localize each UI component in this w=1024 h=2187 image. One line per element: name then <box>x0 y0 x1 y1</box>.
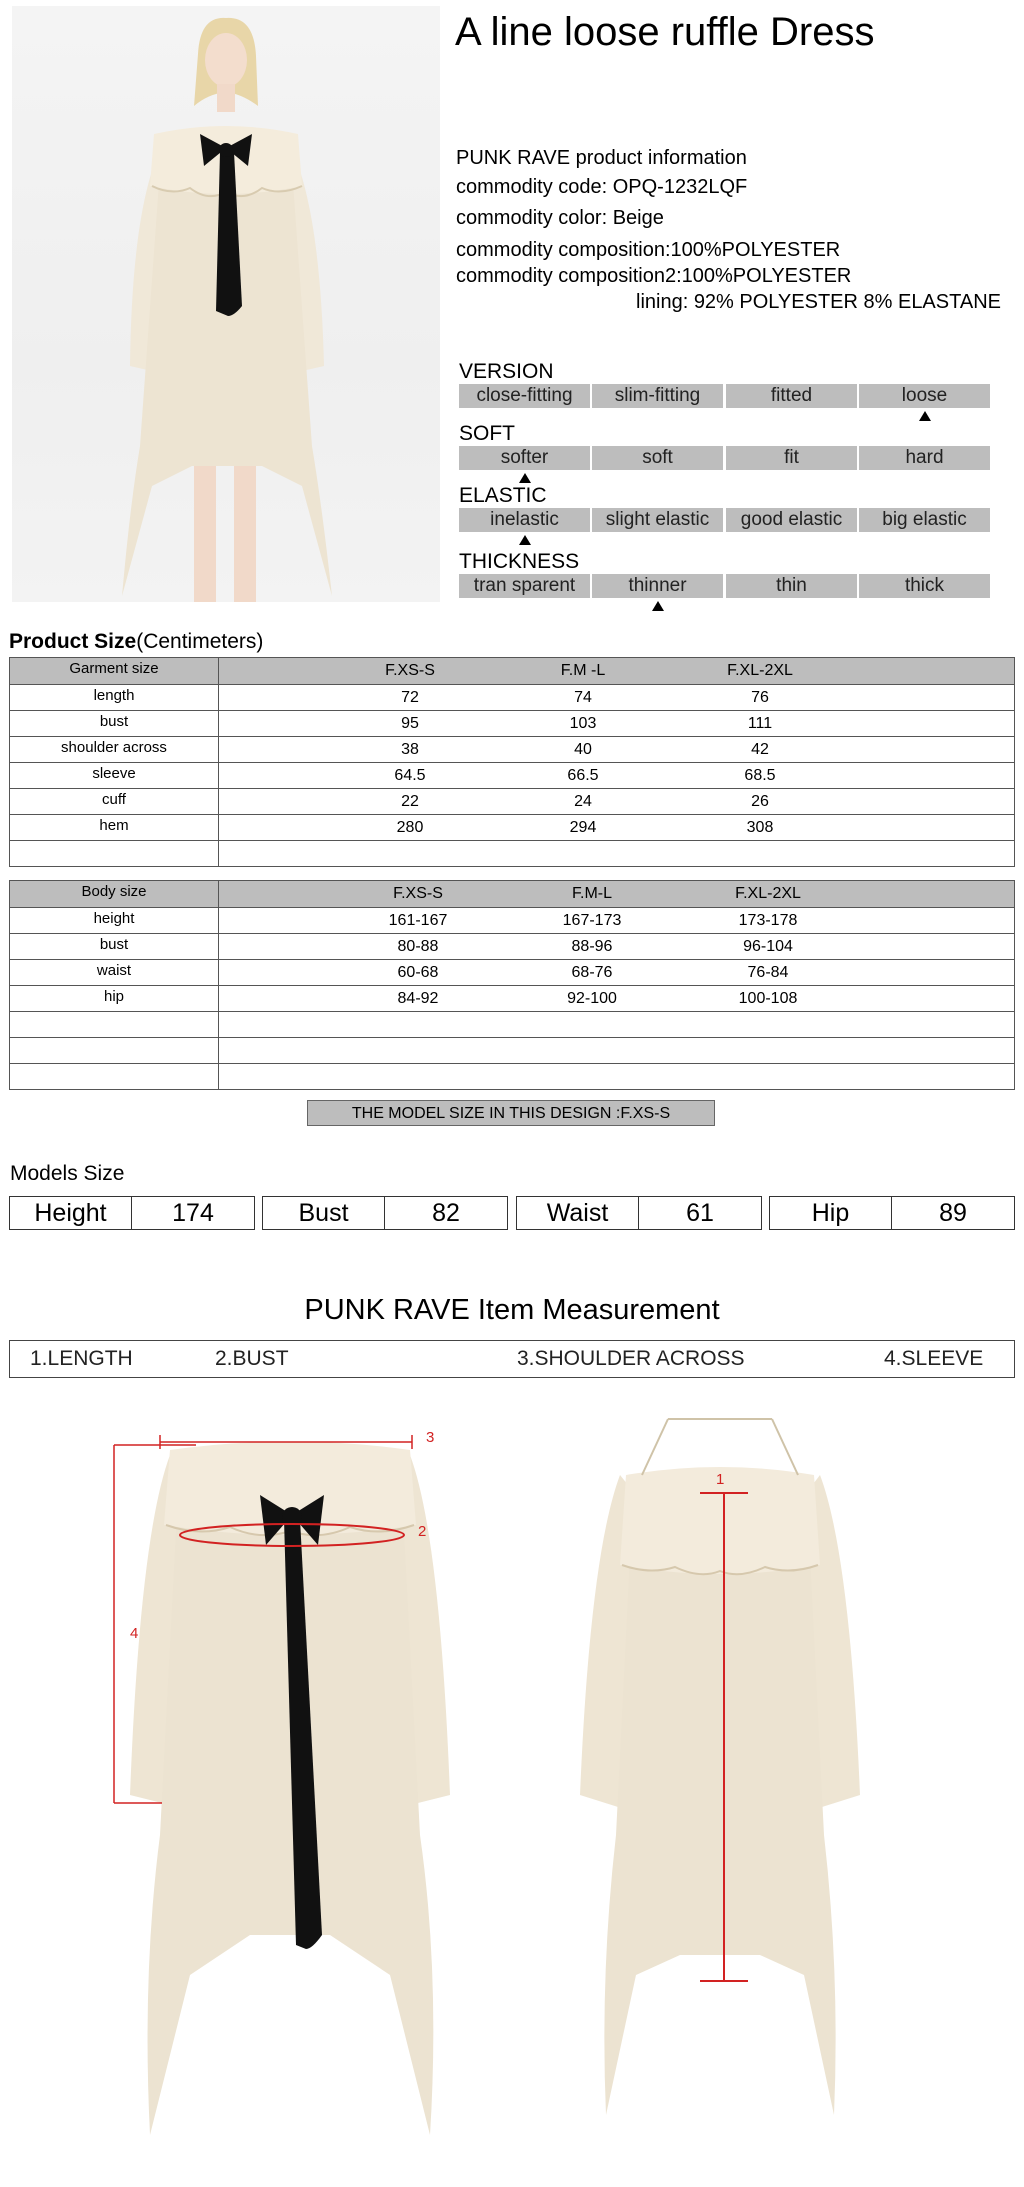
table-cell-label <box>10 841 219 866</box>
model-measure-value: 174 <box>172 1199 214 1227</box>
attribute-option: thinner <box>592 574 723 598</box>
table-cell-value: 74 <box>574 689 592 706</box>
table-row <box>10 985 1014 1011</box>
table-cell-value: 40 <box>574 741 592 758</box>
table-cell-label: height <box>10 908 219 933</box>
attribute-option: good elastic <box>726 508 857 532</box>
attribute-option: slight elastic <box>592 508 723 532</box>
selected-indicator-icon <box>652 601 664 611</box>
table-row <box>10 762 1014 788</box>
table-cell-value: F.M-L <box>572 885 612 902</box>
info-color: commodity color: Beige <box>456 207 664 229</box>
marker-3: 3 <box>426 1429 435 1446</box>
attribute-option: close-fitting <box>459 384 590 408</box>
table-header-row <box>10 881 1014 907</box>
attribute-option: loose <box>859 384 990 408</box>
table-cell-value: 22 <box>401 793 419 810</box>
table-cell-value: 294 <box>569 819 597 836</box>
measurement-legend-bar <box>9 1340 1015 1378</box>
model-measure-value: 89 <box>939 1199 967 1227</box>
selected-indicator-icon <box>519 473 531 483</box>
attribute-option: softer <box>459 446 590 470</box>
table-cell-value: 84-92 <box>397 990 439 1007</box>
model-measure-value: 61 <box>686 1199 714 1227</box>
table-cell-label: shoulder across <box>10 737 219 762</box>
table-cell-label: Body size <box>10 881 219 907</box>
model-measure-height <box>9 1196 255 1230</box>
table-cell-value: 100-108 <box>738 990 798 1007</box>
table-cell-value: 42 <box>751 741 769 758</box>
model-measure-bust <box>262 1196 508 1230</box>
table-cell-value: 173-178 <box>738 912 798 929</box>
table-cell-value: 103 <box>569 715 597 732</box>
table-cell-value: 111 <box>747 715 773 732</box>
table-row <box>10 788 1014 814</box>
attribute-label-elastic: ELASTIC <box>459 484 547 507</box>
attribute-option: tran sparent <box>459 574 590 598</box>
attribute-option: thin <box>726 574 857 598</box>
table-cell-label: length <box>10 685 219 710</box>
table-cell-value: 26 <box>751 793 769 810</box>
table-row <box>10 907 1014 933</box>
info-code: commodity code: OPQ-1232LQF <box>456 176 748 198</box>
table-cell-label: hem <box>10 815 219 840</box>
table-row <box>10 736 1014 762</box>
table-cell-label <box>10 1038 219 1063</box>
table-cell-value: 76 <box>751 689 769 706</box>
table-cell-value: 161-167 <box>388 912 448 929</box>
marker-1: 1 <box>716 1471 725 1488</box>
model-measure-value: 82 <box>432 1199 460 1227</box>
marker-2: 2 <box>418 1523 427 1540</box>
info-composition2: commodity composition2:100%POLYESTER <box>456 265 852 287</box>
product-size-table <box>9 657 1015 867</box>
table-cell-value: 24 <box>574 793 592 810</box>
table-cell-value: 60-68 <box>397 964 439 981</box>
body-size-table <box>9 880 1015 1090</box>
product-title: A line loose ruffle Dress <box>455 10 875 54</box>
marker-4: 4 <box>130 1625 139 1642</box>
table-cell-label: sleeve <box>10 763 219 788</box>
table-cell-label: bust <box>10 711 219 736</box>
product-photo <box>12 6 440 602</box>
table-cell-value: 280 <box>396 819 424 836</box>
model-dress-illustration <box>12 6 440 602</box>
attribute-label-thickness: THICKNESS <box>459 550 580 573</box>
table-cell-value: F.XS-S <box>393 885 443 902</box>
info-composition: commodity composition:100%POLYESTER <box>456 239 841 261</box>
attribute-option: soft <box>592 446 723 470</box>
info-brand: PUNK RAVE product information <box>456 147 747 169</box>
selected-indicator-icon <box>519 535 531 545</box>
table-cell-label: Garment size <box>10 658 219 684</box>
attribute-label-version: VERSION <box>459 360 554 383</box>
info-lining: lining: 92% POLYESTER 8% ELASTANE <box>636 291 1001 313</box>
table-cell-label <box>10 1064 219 1089</box>
table-row <box>10 1011 1014 1037</box>
legend-sleeve: 4.SLEEVE <box>884 1347 984 1370</box>
selected-indicator-icon <box>919 411 931 421</box>
attribute-option: fit <box>726 446 857 470</box>
table-cell-label <box>10 1012 219 1037</box>
legend-shoulder: 3.SHOULDER ACROSS <box>517 1347 745 1370</box>
back-dress-diagram <box>560 1415 880 2155</box>
model-size-banner: THE MODEL SIZE IN THIS DESIGN :F.XS-S <box>307 1100 715 1126</box>
table-cell-label: hip <box>10 986 219 1011</box>
table-cell-value: 64.5 <box>394 767 426 784</box>
table-row <box>10 840 1014 866</box>
table-cell-value: F.XL-2XL <box>727 662 793 679</box>
table-header-row <box>10 658 1014 684</box>
front-dress-diagram <box>100 1415 480 2155</box>
table-cell-value: 92-100 <box>567 990 617 1007</box>
attribute-option: slim-fitting <box>592 384 723 408</box>
table-row <box>10 933 1014 959</box>
table-cell-value: 72 <box>401 689 419 706</box>
table-cell-value: 38 <box>401 741 419 758</box>
table-cell-value: 68-76 <box>571 964 613 981</box>
table-cell-value: F.M -L <box>560 662 606 679</box>
table-cell-label: waist <box>10 960 219 985</box>
table-cell-value: 167-173 <box>562 912 622 929</box>
table-row <box>10 1037 1014 1063</box>
table-cell-value: 96-104 <box>743 938 793 955</box>
legend-bust: 2.BUST <box>215 1347 289 1370</box>
attribute-option: inelastic <box>459 508 590 532</box>
attribute-option: hard <box>859 446 990 470</box>
model-measure-waist <box>516 1196 762 1230</box>
table-row <box>10 710 1014 736</box>
table-cell-value: F.XS-S <box>385 662 435 679</box>
table-cell-value: 88-96 <box>571 938 613 955</box>
model-measure-label: Waist <box>517 1197 639 1229</box>
model-measure-label: Bust <box>263 1197 385 1229</box>
table-cell-value: 308 <box>746 819 774 836</box>
product-size-title: Product Size(Centimeters) <box>9 630 264 653</box>
models-size-title: Models Size <box>10 1162 125 1185</box>
table-cell-label: bust <box>10 934 219 959</box>
table-row <box>10 959 1014 985</box>
table-row <box>10 1063 1014 1089</box>
attribute-option: fitted <box>726 384 857 408</box>
legend-length: 1.LENGTH <box>30 1347 133 1370</box>
measurement-title: PUNK RAVE Item Measurement <box>304 1294 720 1326</box>
attribute-option: big elastic <box>859 508 990 532</box>
table-row <box>10 814 1014 840</box>
model-measure-label: Height <box>10 1197 132 1229</box>
table-cell-value: F.XL-2XL <box>735 885 801 902</box>
attribute-label-soft: SOFT <box>459 422 515 445</box>
model-measure-label: Hip <box>770 1197 892 1229</box>
table-cell-label: cuff <box>10 789 219 814</box>
table-cell-value: 95 <box>401 715 419 732</box>
table-cell-value: 68.5 <box>744 767 776 784</box>
table-cell-value: 76-84 <box>747 964 789 981</box>
table-cell-value: 80-88 <box>397 938 439 955</box>
table-row <box>10 684 1014 710</box>
table-cell-value: 66.5 <box>567 767 599 784</box>
attribute-option: thick <box>859 574 990 598</box>
model-measure-hip <box>769 1196 1015 1230</box>
